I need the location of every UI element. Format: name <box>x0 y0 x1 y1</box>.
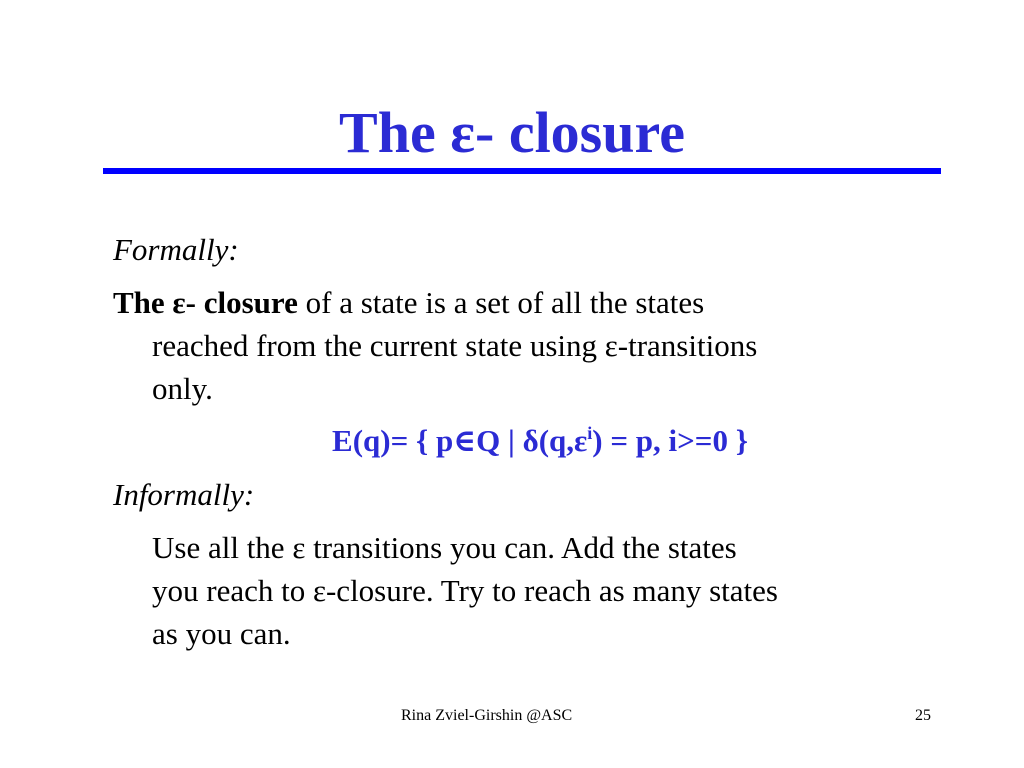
epsilon-closure-formula <box>0 421 1024 461</box>
definition-line-2: reached from the current state using ε-transitions <box>152 328 758 363</box>
slide-title: The ε- closure <box>339 100 685 165</box>
definition-line-1 <box>113 283 704 323</box>
informally-heading: Informally: <box>113 477 255 512</box>
formula-superscript: i <box>587 423 593 443</box>
footer-author: Rina Zviel-Girshin @ASC <box>401 707 573 724</box>
title-underline <box>103 168 941 174</box>
formula-suffix: ) = p, i>=0 } <box>592 423 748 458</box>
informal-line-2: you reach to ε-closure. Try to reach as many states <box>152 573 778 608</box>
definition-line-1-rest: of a state is a set of all the states <box>297 285 705 320</box>
formula-prefix: E(q)= { p∈Q | δ(q,ε <box>332 423 588 458</box>
definition-line-3: only. <box>152 371 213 406</box>
formally-heading: Formally: <box>113 232 239 267</box>
informal-line-3: as you can. <box>152 616 291 651</box>
page-number: 25 <box>915 707 931 724</box>
definition-term: The ε- closure <box>113 285 298 320</box>
informal-line-1: Use all the ε transitions you can. Add the states <box>152 530 737 565</box>
